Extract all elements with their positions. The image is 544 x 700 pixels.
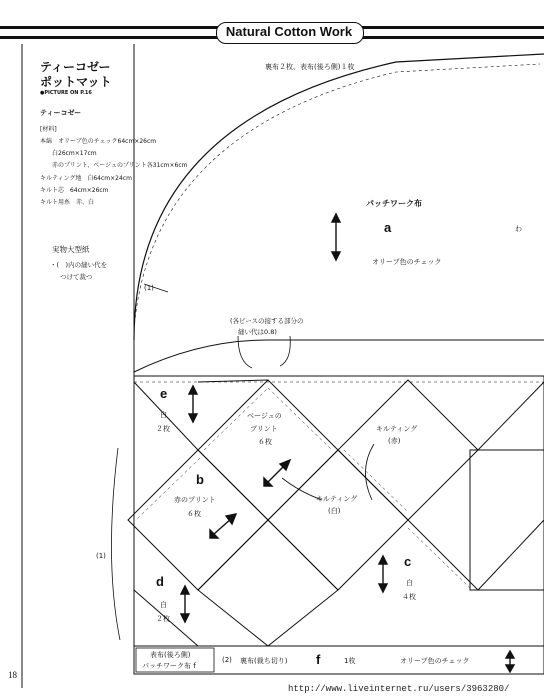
quilting-white-line2: (白)	[328, 507, 341, 515]
material-line: キルト芯 64cm×26cm	[40, 187, 109, 194]
piece-b-count: ６枚	[187, 510, 201, 518]
piece-e-letter: e	[160, 386, 168, 401]
patchwork-label: パッチワーク布	[366, 199, 422, 208]
seam-note-line1: (各ピースの接する部分の	[230, 317, 304, 325]
piece-b-color: 赤のプリント	[174, 496, 216, 504]
bottom-desc: オリーブ色のチェック	[400, 657, 470, 665]
source-url[interactable]: http://www.liveinternet.ru/users/3963280/	[288, 684, 510, 694]
piece-d-letter: d	[156, 574, 164, 589]
piece-a-letter: a	[384, 220, 392, 235]
patchwork-boundary	[134, 340, 544, 372]
bottom-box-line1: 表布(後ろ側)	[150, 651, 191, 659]
seam-allowance-dashed	[134, 64, 540, 330]
quilting-red-line2: (赤)	[388, 437, 401, 445]
fold-mark: わ	[515, 225, 522, 233]
bottom-lining: 裏布(裁ち切り)	[240, 657, 288, 665]
piece-b-letter: b	[196, 472, 204, 487]
material-line: 本綿 オリーブ色のチェック64cm×26cm	[40, 138, 157, 145]
beige-line1: ベージュの	[247, 412, 282, 420]
piece-a-desc: オリーブ色のチェック	[372, 258, 442, 266]
header-title: Natural Cotton Work	[225, 24, 353, 39]
material-line: 白26cm×17cm	[40, 150, 97, 157]
material-line: キルティング地 白64cm×24cm	[40, 175, 132, 182]
piece-right-box	[470, 450, 544, 590]
piece-d-color: 白	[160, 601, 167, 609]
piece-c-letter: c	[404, 554, 412, 569]
bottom-count: 1枚	[344, 657, 356, 665]
diamond-center	[268, 450, 408, 590]
article-title-line1: ティーコゼー	[40, 60, 111, 74]
diamond-bottom	[198, 520, 338, 646]
article-title-line2: ポットマット	[40, 75, 112, 89]
bottom-box-line2: パッチワーク布 f	[142, 662, 196, 670]
piece-f-letter: f	[316, 652, 321, 667]
quilting-red-line1: キルティング	[376, 425, 418, 433]
piece-c-count: ４枚	[402, 593, 416, 601]
diamond-right	[338, 380, 478, 520]
seam-note-line2: 縫い代は0.8)	[238, 328, 277, 336]
inner-seams	[136, 388, 472, 590]
materials-heading: [材料]	[40, 126, 57, 133]
quilting-white-line1: キルティング	[316, 495, 358, 503]
pattern-heading: 実物大型紙	[52, 245, 90, 254]
diamond-red	[128, 450, 268, 590]
piece-e-count: ２枚	[156, 425, 170, 433]
piece-c-color: 白	[406, 579, 413, 587]
piece-e-color: 白	[160, 411, 167, 419]
pattern-note-line2: つけて裁つ	[60, 273, 93, 281]
beige-line2: プリント	[250, 425, 278, 433]
grain-arrows	[181, 214, 514, 672]
materials-section-title: ティーコゼー	[40, 109, 82, 117]
seam-allowance-left: (1)	[96, 552, 106, 560]
pattern-note-line1: ・( )内の縫い代を	[50, 261, 108, 269]
top-label: 裏布２枚、表布(後ろ側)１枚	[265, 63, 355, 71]
seam-allowance-top: (1)	[144, 284, 154, 292]
picture-ref: ●PICTURE ON P.16	[40, 90, 92, 96]
piece-d-count: ２枚	[156, 615, 170, 623]
page-number: 18	[8, 670, 17, 680]
material-line: キルト用糸 赤、白	[40, 199, 94, 206]
tea-cozy-outline	[134, 54, 544, 340]
bottom-seam: (2)	[222, 656, 232, 664]
material-line: 赤のプリント、ベージュのプリント各31cm×6cm	[40, 162, 188, 169]
beige-count: ６枚	[258, 438, 272, 446]
